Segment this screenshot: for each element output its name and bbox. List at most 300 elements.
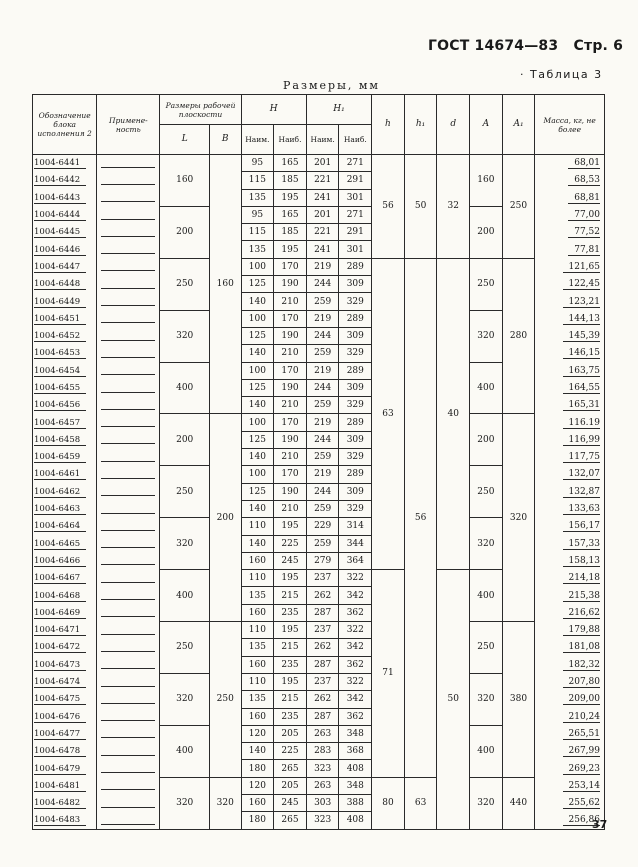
h-max-cell: 190 [274, 327, 307, 344]
h-min-cell: 140 [241, 345, 274, 362]
mass-cell [535, 777, 605, 794]
application-blank-line [101, 384, 155, 393]
h-min-cell: 110 [241, 622, 274, 639]
application-blank-line [101, 453, 155, 462]
group-cell-A: 250 [470, 466, 503, 518]
h1-max-cell: 408 [339, 760, 372, 777]
designation-value: 1004-6468 [34, 591, 86, 602]
application-cell [97, 518, 160, 535]
application-cell [97, 241, 160, 258]
h1-min-cell: 259 [306, 535, 339, 552]
h-min-cell: 160 [241, 604, 274, 621]
h-max-cell: 170 [274, 414, 307, 431]
application-blank-line [101, 799, 155, 808]
h1-min-cell: 241 [306, 189, 339, 206]
group-cell-A: 160 [470, 155, 503, 207]
application-cell [97, 673, 160, 690]
h1-max-cell: 291 [339, 224, 372, 241]
application-blank-line [101, 574, 155, 583]
mass-value: 207,80 [563, 677, 601, 688]
application-cell [97, 604, 160, 621]
mass-value: 158,13 [563, 556, 601, 567]
designation-value: 1004-6467 [34, 573, 86, 584]
h1-max-cell: 322 [339, 570, 372, 587]
mass-value: 163,75 [563, 366, 601, 377]
application-cell [97, 466, 160, 483]
h-min-cell: 115 [241, 224, 274, 241]
h-max-cell: 235 [274, 604, 307, 621]
application-cell [97, 397, 160, 414]
group-cell-A1: 250 [502, 155, 535, 259]
application-blank-line [101, 418, 155, 427]
application-cell [97, 622, 160, 639]
h1-min-cell: 244 [306, 483, 339, 500]
h1-max-cell: 362 [339, 604, 372, 621]
mass-value: 68,81 [568, 193, 600, 204]
h-min-cell: 135 [241, 241, 274, 258]
designation-value: 1004-6464 [34, 521, 86, 532]
mass-cell [535, 449, 605, 466]
h-min-cell: 160 [241, 708, 274, 725]
h1-max-cell: 348 [339, 777, 372, 794]
group-cell-A1: 320 [502, 414, 535, 622]
application-blank-line [101, 211, 155, 220]
application-blank-line [101, 712, 155, 721]
mass-cell [535, 673, 605, 690]
designation-value: 1004-6482 [34, 798, 86, 809]
col-d: d [437, 95, 470, 155]
h-min-cell: 160 [241, 552, 274, 569]
designation-value: 1004-6475 [34, 694, 86, 705]
h1-min-cell: 287 [306, 604, 339, 621]
h1-min-cell: 323 [306, 760, 339, 777]
h-max-cell: 195 [274, 518, 307, 535]
application-cell [97, 258, 160, 275]
designation-value: 1004-6445 [34, 227, 86, 238]
group-cell-A: 200 [470, 414, 503, 466]
mass-cell [535, 500, 605, 517]
application-blank-line [101, 314, 155, 323]
mass-value: 209,00 [563, 694, 601, 705]
h1-min-cell: 201 [306, 155, 339, 172]
group-cell-A: 400 [470, 362, 503, 414]
mass-value: 164,55 [563, 383, 601, 394]
mass-value: 116,99 [563, 435, 601, 446]
mass-cell [535, 293, 605, 310]
col-H1-min: Наим. [306, 125, 339, 155]
h-min-cell: 180 [241, 760, 274, 777]
group-cell-L: 400 [160, 362, 210, 414]
group-cell-B: 200 [209, 414, 241, 622]
mass-cell [535, 587, 605, 604]
application-cell [97, 449, 160, 466]
sizes-caption: Размеры, мм [283, 79, 380, 92]
h-min-cell: 100 [241, 414, 274, 431]
h-min-cell: 125 [241, 379, 274, 396]
h1-min-cell: 283 [306, 743, 339, 760]
designation-value: 1004-6474 [34, 677, 86, 688]
designation-value: 1004-6442 [34, 175, 86, 186]
designation-value: 1004-6465 [34, 539, 86, 550]
group-cell-L: 320 [160, 310, 210, 362]
designation-value: 1004-6456 [34, 400, 86, 411]
h1-max-cell: 301 [339, 241, 372, 258]
mass-cell [535, 206, 605, 223]
application-blank-line [101, 539, 155, 548]
h1-max-cell: 348 [339, 725, 372, 742]
designation-value: 1004-6457 [34, 418, 86, 429]
application-blank-line [101, 626, 155, 635]
application-blank-line [101, 228, 155, 237]
application-cell [97, 812, 160, 829]
h1-max-cell: 289 [339, 258, 372, 275]
designation-value: 1004-6472 [34, 642, 86, 653]
mass-value: 215,38 [563, 591, 601, 602]
h-max-cell: 165 [274, 206, 307, 223]
designation-cell [33, 293, 97, 310]
h-min-cell: 120 [241, 725, 274, 742]
h-max-cell: 225 [274, 743, 307, 760]
h1-max-cell: 301 [339, 189, 372, 206]
application-blank-line [101, 470, 155, 479]
col-H-max: Наиб. [274, 125, 307, 155]
group-cell-L: 400 [160, 570, 210, 622]
designation-cell [33, 276, 97, 293]
mass-cell [535, 639, 605, 656]
designation-value: 1004-6451 [34, 314, 86, 325]
designation-value: 1004-6481 [34, 781, 86, 792]
application-blank-line [101, 643, 155, 652]
group-cell-A: 200 [470, 206, 503, 258]
h-max-cell: 245 [274, 552, 307, 569]
h1-min-cell: 241 [306, 241, 339, 258]
h1-min-cell: 237 [306, 622, 339, 639]
group-cell-L: 200 [160, 414, 210, 466]
group-cell-L: 250 [160, 622, 210, 674]
h1-min-cell: 237 [306, 570, 339, 587]
application-cell [97, 414, 160, 431]
mass-cell [535, 155, 605, 172]
designation-value: 1004-6466 [34, 556, 86, 567]
h-max-cell: 215 [274, 639, 307, 656]
h1-min-cell: 287 [306, 656, 339, 673]
h-min-cell: 140 [241, 293, 274, 310]
h-min-cell: 160 [241, 794, 274, 811]
designation-value: 1004-6447 [34, 262, 86, 273]
col-h1: h₁ [404, 95, 437, 155]
mass-value: 77,52 [568, 227, 600, 238]
group-cell-B: 250 [209, 622, 241, 778]
group-cell-d: 40 [437, 258, 470, 569]
mass-value: 117,75 [563, 452, 601, 463]
group-cell-h: 71 [372, 570, 405, 778]
h-min-cell: 125 [241, 483, 274, 500]
h-min-cell: 100 [241, 310, 274, 327]
h-max-cell: 190 [274, 483, 307, 500]
h1-min-cell: 219 [306, 362, 339, 379]
table-row [33, 622, 605, 639]
designation-cell [33, 552, 97, 569]
h-min-cell: 140 [241, 535, 274, 552]
h1-max-cell: 342 [339, 587, 372, 604]
h-min-cell: 95 [241, 206, 274, 223]
group-cell-L: 320 [160, 777, 210, 829]
mass-value: 68,01 [568, 158, 600, 169]
application-cell [97, 189, 160, 206]
application-cell [97, 708, 160, 725]
application-blank-line [101, 332, 155, 341]
application-blank-line [101, 608, 155, 617]
application-blank-line [101, 245, 155, 254]
designation-value: 1004-6469 [34, 608, 86, 619]
mass-value: 165,31 [563, 400, 601, 411]
designation-cell [33, 414, 97, 431]
spec-table [32, 94, 608, 831]
h1-min-cell: 262 [306, 691, 339, 708]
designation-value: 1004-6454 [34, 366, 86, 377]
h1-max-cell: 271 [339, 206, 372, 223]
application-blank-line [101, 764, 155, 773]
h-max-cell: 210 [274, 397, 307, 414]
mass-cell [535, 258, 605, 275]
mass-cell [535, 414, 605, 431]
designation-cell [33, 172, 97, 189]
h1-max-cell: 344 [339, 535, 372, 552]
group-cell-L: 250 [160, 258, 210, 310]
mass-cell [535, 691, 605, 708]
designation-cell [33, 224, 97, 241]
h-max-cell: 265 [274, 760, 307, 777]
mass-value: 145,39 [563, 331, 601, 342]
mass-value: 122,45 [563, 279, 601, 290]
h-max-cell: 170 [274, 362, 307, 379]
designation-cell [33, 449, 97, 466]
group-cell-B: 320 [209, 777, 241, 829]
col-A: A [470, 95, 503, 155]
table-label: · Таблица 3 [520, 68, 603, 81]
mass-cell [535, 466, 605, 483]
h1-min-cell: 287 [306, 708, 339, 725]
group-cell-d: 50 [437, 570, 470, 829]
mass-cell [535, 379, 605, 396]
mass-value: 77,00 [568, 210, 600, 221]
mass-value: 179,88 [563, 625, 601, 636]
h1-max-cell: 342 [339, 639, 372, 656]
h-min-cell: 135 [241, 189, 274, 206]
h-max-cell: 210 [274, 293, 307, 310]
col-A1: A₁ [502, 95, 535, 155]
group-cell-A: 400 [470, 725, 503, 777]
h1-max-cell: 329 [339, 449, 372, 466]
page-number: 37 [592, 818, 608, 831]
designation-cell [33, 206, 97, 223]
application-blank-line [101, 176, 155, 185]
designation-value: 1004-6462 [34, 487, 86, 498]
designation-cell [33, 241, 97, 258]
designation-cell [33, 362, 97, 379]
group-cell-L: 200 [160, 206, 210, 258]
designation-cell [33, 466, 97, 483]
mass-value: 265,51 [563, 729, 601, 740]
col-application: Примене- ность [97, 95, 160, 155]
mass-value: 214,18 [563, 573, 601, 584]
h-min-cell: 120 [241, 777, 274, 794]
h-min-cell: 140 [241, 397, 274, 414]
application-cell [97, 172, 160, 189]
designation-value: 1004-6471 [34, 625, 86, 636]
h1-max-cell: 289 [339, 414, 372, 431]
h-min-cell: 125 [241, 327, 274, 344]
h-min-cell: 135 [241, 691, 274, 708]
designation-cell [33, 604, 97, 621]
mass-cell [535, 794, 605, 811]
mass-cell [535, 241, 605, 258]
h1-max-cell: 314 [339, 518, 372, 535]
application-cell [97, 725, 160, 742]
designation-cell [33, 535, 97, 552]
h-min-cell: 110 [241, 518, 274, 535]
mass-value: 210,24 [563, 712, 601, 723]
h-max-cell: 210 [274, 500, 307, 517]
application-cell [97, 535, 160, 552]
group-cell-L: 320 [160, 673, 210, 725]
group-cell-A1: 440 [502, 777, 535, 829]
mass-cell [535, 535, 605, 552]
designation-cell [33, 379, 97, 396]
application-blank-line [101, 729, 155, 738]
designation-value: 1004-6478 [34, 746, 86, 757]
h1-min-cell: 221 [306, 172, 339, 189]
col-L: L [160, 125, 210, 155]
mass-cell [535, 224, 605, 241]
application-cell [97, 293, 160, 310]
mass-cell [535, 604, 605, 621]
h-max-cell: 235 [274, 656, 307, 673]
mass-value: 121,65 [563, 262, 601, 273]
h1-max-cell: 271 [339, 155, 372, 172]
h1-max-cell: 408 [339, 812, 372, 829]
designation-value: 1004-6446 [34, 245, 86, 256]
mass-cell [535, 656, 605, 673]
h-max-cell: 265 [274, 812, 307, 829]
group-cell-A: 250 [470, 258, 503, 310]
h-min-cell: 125 [241, 431, 274, 448]
h-max-cell: 170 [274, 466, 307, 483]
designation-cell [33, 258, 97, 275]
group-cell-h1: 63 [404, 777, 437, 829]
h1-min-cell: 259 [306, 449, 339, 466]
mass-cell [535, 362, 605, 379]
h1-min-cell: 244 [306, 276, 339, 293]
table-row [33, 258, 605, 275]
designation-cell [33, 570, 97, 587]
h1-max-cell: 322 [339, 622, 372, 639]
h1-max-cell: 329 [339, 293, 372, 310]
mass-value: 123,21 [563, 297, 601, 308]
col-B: B [209, 125, 241, 155]
mass-cell [535, 189, 605, 206]
designation-cell [33, 708, 97, 725]
h-max-cell: 195 [274, 673, 307, 690]
group-cell-A: 320 [470, 673, 503, 725]
h1-min-cell: 279 [306, 552, 339, 569]
designation-cell [33, 155, 97, 172]
table-row [33, 155, 605, 172]
h1-min-cell: 244 [306, 327, 339, 344]
h-max-cell: 215 [274, 587, 307, 604]
mass-cell [535, 570, 605, 587]
application-cell [97, 362, 160, 379]
mass-cell [535, 276, 605, 293]
application-blank-line [101, 816, 155, 825]
mass-cell [535, 345, 605, 362]
mass-cell [535, 622, 605, 639]
group-cell-h: 63 [372, 258, 405, 569]
h-max-cell: 170 [274, 310, 307, 327]
mass-cell [535, 552, 605, 569]
h1-min-cell: 323 [306, 812, 339, 829]
application-blank-line [101, 487, 155, 496]
designation-cell [33, 587, 97, 604]
designation-cell [33, 483, 97, 500]
h1-max-cell: 309 [339, 327, 372, 344]
mass-cell [535, 708, 605, 725]
h1-max-cell: 368 [339, 743, 372, 760]
h-min-cell: 180 [241, 812, 274, 829]
application-cell [97, 379, 160, 396]
h-max-cell: 225 [274, 535, 307, 552]
designation-value: 1004-6441 [34, 158, 86, 169]
mass-value: 68,53 [568, 175, 600, 186]
h-min-cell: 115 [241, 172, 274, 189]
mass-value: 181,08 [563, 642, 601, 653]
h-max-cell: 210 [274, 345, 307, 362]
group-cell-L: 160 [160, 155, 210, 207]
h-max-cell: 165 [274, 155, 307, 172]
h-min-cell: 100 [241, 466, 274, 483]
table-row [33, 777, 605, 794]
standard-number: ГОСТ 14674—83 [428, 38, 559, 54]
mass-value: 216,62 [563, 608, 601, 619]
application-cell [97, 587, 160, 604]
designation-value: 1004-6461 [34, 469, 86, 480]
application-cell [97, 552, 160, 569]
h-min-cell: 140 [241, 449, 274, 466]
h1-max-cell: 309 [339, 379, 372, 396]
mass-value: 133,63 [563, 504, 601, 515]
application-cell [97, 777, 160, 794]
h1-max-cell: 342 [339, 691, 372, 708]
application-blank-line [101, 591, 155, 600]
mass-value: 157,33 [563, 539, 601, 550]
h-min-cell: 140 [241, 743, 274, 760]
mass-value: 116.19 [563, 418, 601, 429]
application-blank-line [101, 695, 155, 704]
mass-value: 132,07 [563, 469, 601, 480]
h1-min-cell: 237 [306, 673, 339, 690]
h1-max-cell: 309 [339, 483, 372, 500]
designation-cell [33, 622, 97, 639]
designation-cell [33, 760, 97, 777]
h1-min-cell: 219 [306, 466, 339, 483]
h-max-cell: 195 [274, 570, 307, 587]
h1-min-cell: 201 [306, 206, 339, 223]
application-blank-line [101, 556, 155, 565]
application-blank-line [101, 159, 155, 168]
h1-max-cell: 388 [339, 794, 372, 811]
designation-value: 1004-6452 [34, 331, 86, 342]
h-max-cell: 170 [274, 258, 307, 275]
